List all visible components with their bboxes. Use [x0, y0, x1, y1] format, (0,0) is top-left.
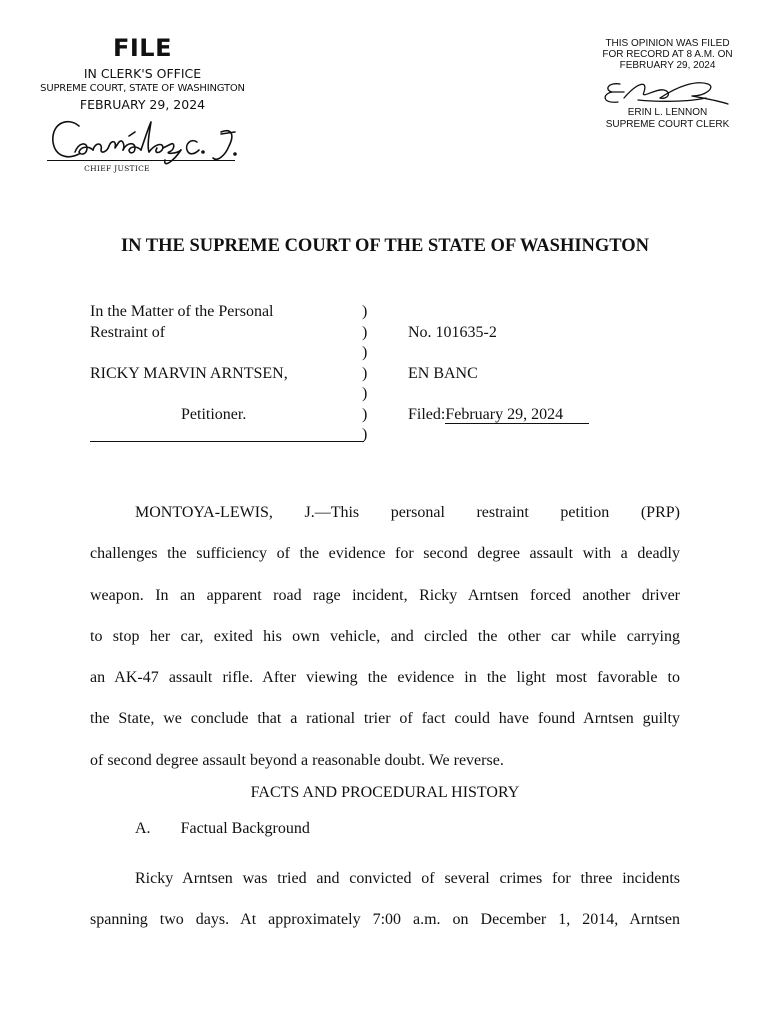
- opening-paragraph: [90, 492, 680, 781]
- opening-first-line: MONTOYA-LEWIS, J.—This personal restraint petition (PRP): [135, 504, 680, 521]
- caption-case-block: [408, 302, 708, 425]
- caption-party-block: [90, 302, 360, 425]
- filed-date: February 29, 2024: [445, 406, 589, 424]
- filed-line: [408, 405, 708, 426]
- opening-line: weapon. In an apparent road rage incident, Ricky Arntsen forced another driver: [90, 586, 680, 604]
- panel-label: EN BANC: [408, 364, 478, 382]
- caption-matter-line2: Restraint of: [90, 323, 166, 341]
- clerk-title: SUPREME COURT CLERK: [605, 119, 730, 130]
- clerk-name: ERIN L. LENNON: [627, 107, 708, 118]
- record-stamp-line2: FOR RECORD AT 8 A.M. ON: [602, 49, 733, 60]
- clerk-file-stamp: [30, 34, 255, 112]
- facts-paragraph: [90, 858, 680, 941]
- facts-line: spanning two days. At approximately 7:00 a.m. on December 1, 2014, Arntsen: [90, 911, 680, 929]
- petitioner-role: Petitioner.: [181, 405, 247, 423]
- record-filing-stamp: [585, 38, 750, 71]
- signature-line: [47, 160, 235, 161]
- stamp-date: FEBRUARY 29, 2024: [79, 97, 206, 112]
- opening-line: the State, we conclude that a rational trier of fact could have found Arntsen guilty: [90, 710, 680, 728]
- facts-line: Ricky Arntsen was tried and convicted of several crimes for three incidents: [135, 870, 680, 887]
- subheading-title: Factual Background: [180, 820, 310, 837]
- petitioner-name: RICKY MARVIN ARNTSEN,: [90, 364, 288, 382]
- filed-label: Filed:: [408, 405, 446, 423]
- opening-line: to stop her car, exited his own vehicle, and circled the other car while carrying: [90, 627, 680, 645]
- stamp-court-label: SUPREME COURT, STATE OF WASHINGTON: [40, 83, 245, 94]
- opening-line: challenges the sufficiency of the evidence for second degree assault with a deadly: [90, 545, 680, 563]
- caption-underline: [90, 441, 364, 442]
- caption-parentheses: ) ) ) ) ) ) ): [362, 303, 368, 443]
- court-title: IN THE SUPREME COURT OF THE STATE OF WASHINGTON: [120, 236, 650, 256]
- opening-line: an AK-47 assault rifle. After viewing the evidence in the light most favorable to: [90, 669, 680, 687]
- chief-justice-label: CHIEF JUSTICE: [84, 164, 150, 173]
- subheading: [135, 820, 310, 838]
- clerk-block: [585, 107, 750, 131]
- opening-last-line: of second degree assault beyond a reasonable doubt. We reverse.: [90, 751, 504, 769]
- record-stamp-date: FEBRUARY 29, 2024: [619, 60, 716, 71]
- stamp-office-label: IN CLERK'S OFFICE: [83, 66, 202, 81]
- section-heading: FACTS AND PROCEDURAL HISTORY: [250, 784, 520, 801]
- clerk-signature: [598, 78, 733, 108]
- caption-matter-line1: In the Matter of the Personal: [90, 303, 274, 320]
- subheading-letter: A.: [135, 820, 151, 837]
- record-stamp-line1: THIS OPINION WAS FILED: [605, 38, 730, 49]
- stamp-file-label: FILE: [112, 34, 172, 62]
- case-number: No. 101635-2: [408, 323, 497, 341]
